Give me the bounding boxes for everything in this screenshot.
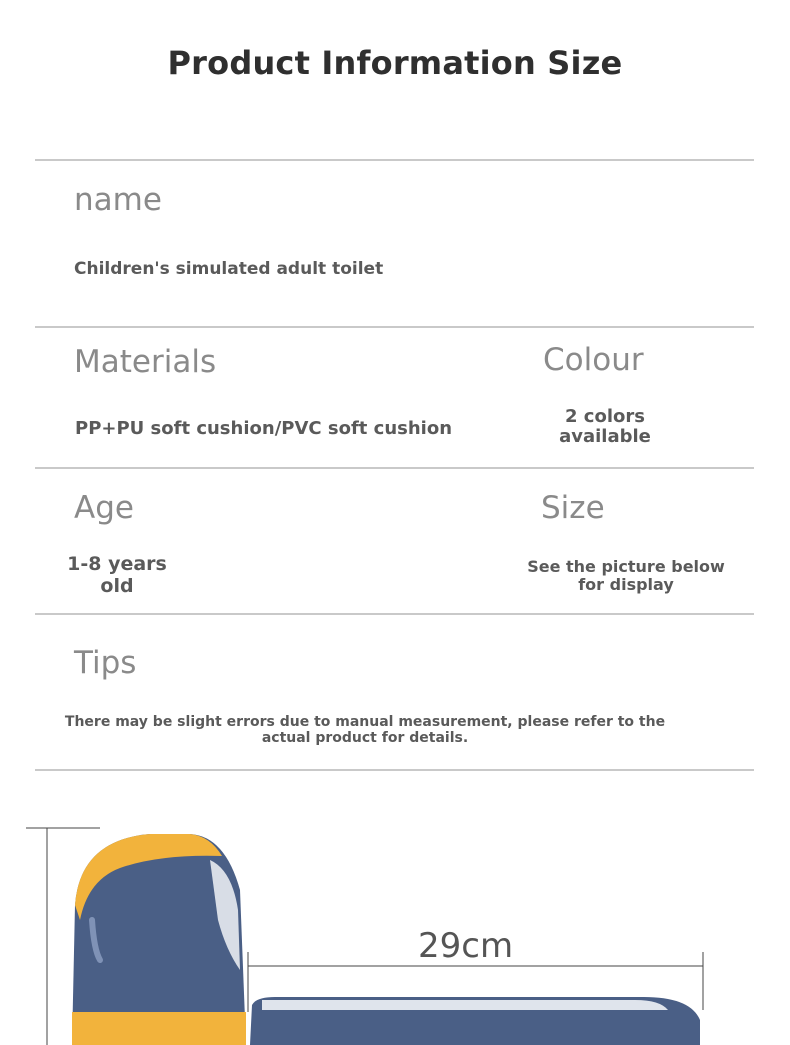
age-value-line1: 1-8 years <box>67 553 167 575</box>
divider <box>35 326 754 328</box>
product-illustration <box>0 800 790 1045</box>
tank-bottom-accent <box>72 1012 246 1045</box>
colour-value <box>535 407 675 447</box>
size-label: Size <box>541 490 605 526</box>
size-value-line1: See the picture below <box>527 557 725 576</box>
width-dimension-label: 29cm <box>418 926 514 966</box>
divider <box>35 769 754 771</box>
age-value-line2: old <box>100 575 134 597</box>
name-label: name <box>74 182 162 218</box>
size-value <box>520 558 732 594</box>
divider <box>35 159 754 161</box>
name-value: Children's simulated adult toilet <box>74 259 384 279</box>
colour-value-line2: available <box>559 426 651 447</box>
seat-top-surface <box>262 1000 668 1010</box>
age-label: Age <box>74 490 134 526</box>
colour-value-line1: 2 colors <box>565 406 645 427</box>
materials-value: PP+PU soft cushion/PVC soft cushion <box>75 418 453 439</box>
materials-label: Materials <box>74 344 217 380</box>
divider <box>35 467 754 469</box>
tips-value-line2: actual product for details. <box>261 730 469 746</box>
tips-value <box>60 714 670 746</box>
tips-value-line1: There may be slight errors due to manual measurement, please refer to the <box>64 714 666 730</box>
size-value-line2: for display <box>578 575 674 594</box>
divider <box>35 613 754 615</box>
age-value <box>58 553 176 597</box>
page-title: Product Information Size <box>167 44 623 82</box>
tips-label: Tips <box>74 645 137 681</box>
colour-label: Colour <box>543 342 644 378</box>
